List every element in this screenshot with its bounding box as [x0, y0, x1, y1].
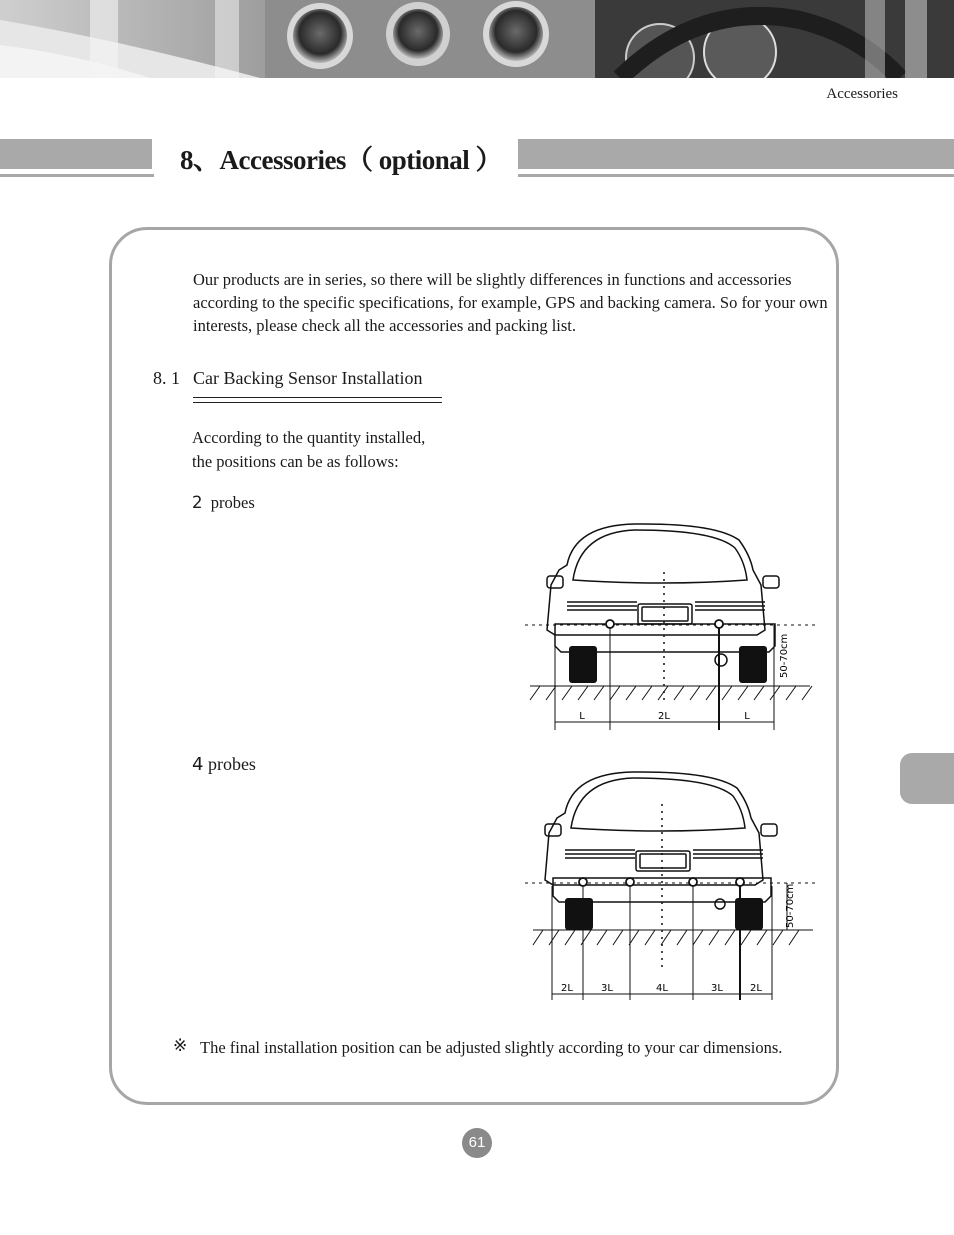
note-mark: ※: [173, 1036, 188, 1056]
rear-window: [573, 530, 747, 583]
left-wheel: [569, 646, 597, 683]
dimension-label: L: [579, 711, 585, 722]
dimension-label: L: [744, 711, 750, 722]
two-probes-count: 2: [192, 493, 203, 512]
car-interior-banner-image: [0, 0, 954, 78]
height-label: 50-70cm: [785, 883, 796, 928]
left-wheel: [565, 898, 593, 930]
sensor-probe: [736, 878, 744, 886]
subsection-double-underline: [193, 397, 442, 403]
rear-window: [571, 778, 745, 831]
four-probes-label: [192, 754, 256, 775]
dimension-label: 2L: [658, 711, 670, 722]
sensor-probe: [626, 878, 634, 886]
dimension-label: 3L: [711, 983, 723, 994]
dimension-label: 3L: [601, 983, 613, 994]
chapter-side-tab: [900, 753, 954, 804]
page-title: 8、Accessories（ optional ）: [180, 145, 502, 175]
title-bar-left-line: [0, 174, 154, 177]
title-bar-left: [0, 139, 152, 169]
installation-note: The final installation position can be adjusted slightly according to your car dimensions.: [200, 1038, 783, 1057]
page-number: 61: [462, 1128, 492, 1158]
subsection-title: Car Backing Sensor Installation: [193, 368, 423, 388]
subsection-number: 8. 1: [153, 368, 180, 388]
intro-paragraph: Our products are in series, so there will be slightly differences in functions and accessories according to the specific specifications, for example, GPS and backing camera. So for your own interests, please check all the accessories and packing list.: [193, 270, 828, 335]
two-probes-text: probes: [210, 493, 255, 512]
description-line-1: According to the quantity installed,: [192, 428, 426, 447]
right-mirror: [761, 824, 777, 836]
sensor-probe: [579, 878, 587, 886]
car-body: [547, 524, 765, 635]
section-label: Accessories: [826, 86, 898, 102]
dimension-label: 4L: [656, 983, 668, 994]
dimension-label: 2L: [750, 983, 762, 994]
title-bar-right-line: [518, 174, 954, 177]
title-bar-right: [518, 139, 954, 169]
dimension-label: 2L: [561, 983, 573, 994]
right-wheel: [739, 646, 767, 683]
description-line-2: the positions can be as follows:: [192, 452, 399, 471]
four-probes-text: probes: [207, 754, 256, 774]
sensor-probe: [689, 878, 697, 886]
two-probes-diagram: [525, 520, 815, 735]
sensor-probe: [606, 620, 614, 628]
height-label: 50-70cm: [779, 633, 790, 678]
sensor-probe: [715, 620, 723, 628]
header-banner: [0, 0, 954, 78]
two-probes-label: [192, 493, 255, 513]
right-mirror: [763, 576, 779, 588]
four-probes-diagram: [525, 768, 815, 1006]
four-probes-count: 4: [192, 754, 204, 775]
description: [192, 426, 425, 474]
